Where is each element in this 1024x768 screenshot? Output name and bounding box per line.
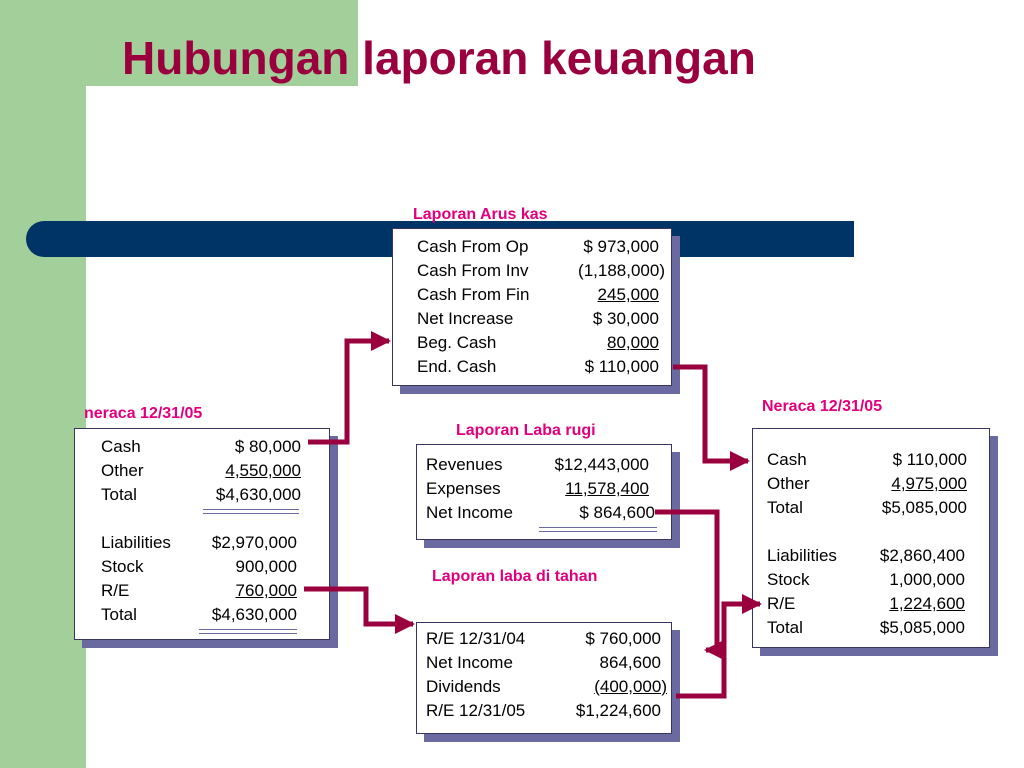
row-label: Total: [101, 485, 137, 504]
row-value: $4,630,000: [211, 605, 297, 624]
row-label: R/E 12/31/05: [426, 701, 526, 720]
row-value: $ 760,000: [585, 629, 661, 648]
arrow-cash-to-cashflow: [308, 341, 389, 442]
arrow-re-to-retained: [304, 589, 413, 624]
row-value: 11,578,400: [565, 479, 649, 498]
row-label: Liabilities: [101, 533, 171, 552]
row-value: 1,000,000: [889, 570, 965, 589]
row-value: $ 864,600: [579, 503, 655, 522]
row-label: Cash From Fin: [417, 285, 530, 304]
row-label: Total: [767, 498, 803, 517]
row-label: Stock: [767, 570, 810, 589]
row-value: $ 30,000: [592, 309, 659, 328]
row-label: Net Income: [426, 503, 513, 522]
row-value: (400,000): [594, 677, 667, 696]
row-label: Net Income: [426, 653, 513, 672]
row-label: Expenses: [426, 479, 501, 498]
row-label: End. Cash: [417, 357, 497, 376]
row-label: Net Increase: [417, 309, 514, 328]
row-label: Liabilities: [767, 546, 837, 565]
row-value: 760,000: [235, 581, 297, 600]
row-value: 80,000: [607, 333, 659, 352]
row-label: R/E 12/31/04: [426, 629, 526, 648]
cash-flow-heading: Laporan Arus kas: [413, 206, 548, 223]
row-value: 245,000: [597, 285, 659, 304]
row-value: (1,188,000): [578, 261, 665, 280]
row-label: Revenues: [426, 455, 503, 474]
row-value: 1,224,600: [889, 594, 965, 613]
row-label: Beg. Cash: [417, 333, 497, 352]
row-value: 4,975,000: [891, 474, 967, 493]
row-label: Total: [767, 618, 803, 637]
slide-title: Hubungan laporan keuangan: [122, 32, 756, 84]
row-value: $1,224,600: [575, 701, 661, 720]
row-value: 4,550,000: [225, 461, 301, 480]
row-label: Cash: [767, 450, 807, 469]
row-label: Cash From Op: [417, 237, 529, 256]
balance-end-heading: Neraca 12/31/05: [762, 398, 883, 415]
row-value: 900,000: [235, 557, 297, 576]
row-value: 864,600: [599, 653, 661, 672]
row-label: Cash: [101, 437, 141, 456]
row-label: Stock: [101, 557, 144, 576]
row-label: Other: [767, 474, 810, 493]
arrow-endcash-to-balance: [673, 367, 748, 461]
row-value: $ 110,000: [892, 450, 967, 469]
row-value: $ 110,000: [584, 357, 659, 376]
row-label: Other: [101, 461, 144, 480]
row-label: Dividends: [426, 677, 501, 696]
row-label: R/E: [767, 594, 796, 613]
row-label: Cash From Inv: [417, 261, 529, 280]
row-label: Total: [101, 605, 137, 624]
row-value: $ 973,000: [583, 237, 659, 256]
row-value: $4,630,000: [215, 485, 301, 504]
retained-heading: Laporan laba di tahan: [432, 568, 598, 585]
row-label: R/E: [101, 581, 130, 600]
row-value: $5,085,000: [881, 498, 967, 517]
row-value: $ 80,000: [234, 437, 301, 456]
row-value: $5,085,000: [879, 618, 965, 637]
row-value: $12,443,000: [554, 455, 649, 474]
balance-begin-heading: neraca 12/31/05: [84, 405, 203, 422]
income-heading: Laporan Laba rugi: [456, 422, 596, 439]
row-value: $2,970,000: [211, 533, 297, 552]
row-value: $2,860,400: [879, 546, 965, 565]
arrow-netincome-to-retained: [655, 512, 717, 650]
